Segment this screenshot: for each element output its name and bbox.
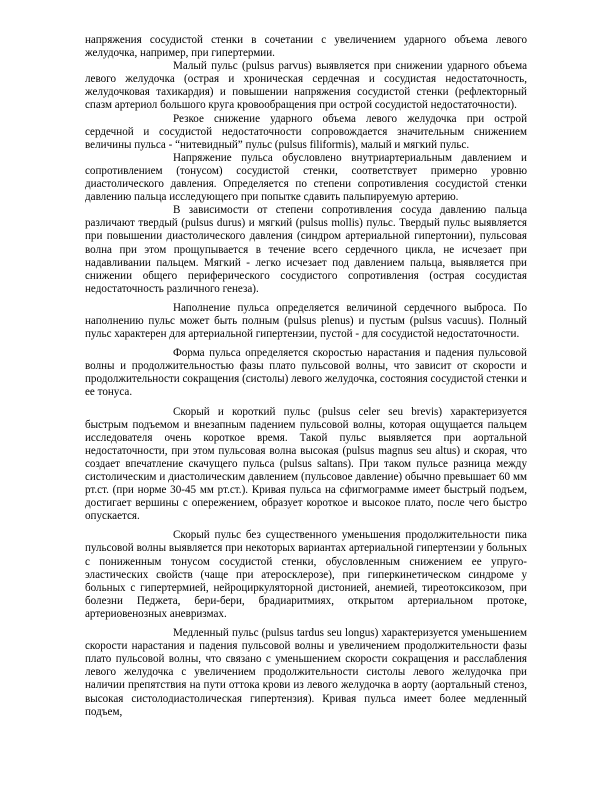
paragraph-hard-soft-pulse: В зависимости от степени сопротивления сосуда давлению пальца различают твердый (pulsus durus) и мягкий (pulsus mollis) пульс. Твердый пульс выявляется при повышении диастолического давления (синдром артериальной гипертонии), пульсовая волна при этом прощупывается в течение всего сердечного цикла, не исчезает при надавливании пальцем. Мягкий - легко исчезает под давлением пальца, выявляется при снижении общего периферического сосудистого сопротивления (острая сосудистая недостаточность различного генеза). [85,204,527,295]
paragraph-quick-pulse-variants: Скорый пульс без существенного уменьшения продолжительности пика пульсовой волны выявляется при некоторых вариантах артериальной гипертензии у больных с пониженным тонусом сосудистой стенки, обусловленным снижением ее упруго-эластических свойств (чаще при атеросклерозе), при гиперкинетическом синдроме у больных с гипертермией, нейроциркуляторной дистонией, анемией, тиреотоксикозом, при болезни Педжета, бери-бери, брадиаритмиях, открытом артериальном протоке, артериовенозных аневризмах. [85,529,527,620]
paragraph-slow-pulse: Медленный пульс (pulsus tardus seu longus) характеризуется уменьшением скорости нарастания и падения пульсовой волны и увеличением продолжительности фазы плато пульсовой волны, что связано с уменьшением скорости сокращения и расслабления левого желудочка с увеличением продолжительности систолы левого желудочка при наличии препятствия на пути оттока крови из левого желудочка в аорту (аортальный стеноз, высокая систолодиастолическая гипертензия). Кривая пульса имеет более медленный подъем, [85,627,527,718]
paragraph-thready-pulse: Резкое снижение ударного объема левого желудочка при острой сердечной и сосудистой недостаточности сопровождается значительным снижением величины пульса - “нитевидный” пульс (pulsus filiformis), малый и мягкий пульс. [85,112,527,151]
paragraph-quick-short-pulse: Скорый и короткий пульс (pulsus celer seu brevis) характеризуется быстрым подъемом и внезапным падением пульсовой волны, которая ощущается пальцем исследователя очень короткое время. Такой пульс выявляется при аортальной недостаточности, при этом пульсовая волна высокая (pulsus magnus seu altus) и скорая, что создает впечатление скачущего пульса (pulsus saltans). При таком пульсе разница между систолическим и диастолическим давлением (пульсовое давление) обычно превышает 60 мм рт.ст. (при норме 30-45 мм рт.ст.). Кривая пульса на сфигмограмме имеет быстрый подъем, достигает вершины с опережением, образует короткое и высокое плато, после чего быстро опускается. [85,405,527,523]
paragraph-pulse-form: Форма пульса определяется скоростью нарастания и падения пульсовой волны и продолжительностью фазы плато пульсовой волны, что зависит от скорости и продолжительности сокращения (систолы) левого желудочка, состояния сосудистой стенки и ее тонуса. [85,347,527,399]
paragraph-pulse-tension: Напряжение пульса обусловлено внутриартериальным давлением и сопротивлением (тонусом) сосудистой стенки, соответствует примерно уровню диастолического давления. Определяется по степени сопротивления сосудистой стенки давлению пальца исследующего при попытке сдавить пальпируемую артерию. [85,151,527,204]
paragraph-small-pulse: Малый пульс (pulsus parvus) выявляется при снижении ударного объема левого желудочка (острая и хроническая сердечная и сосудистая недостаточность, желудочковая тахикардия) и повышении напряжения сосудистой стенки (рефлекторный спазм артериол большого круга кровообращения при острой сосудистой недостаточности). [85,60,527,112]
document-page [85,34,527,719]
paragraph-pulse-filling: Наполнение пульса определяется величиной сердечного выброса. По наполнению пульс может быть полным (pulsus plenus) и пустым (pulsus vacuus). Полный пульс характерен для артериальной гипертензии, пустой - для сосудистой недостаточности. [85,301,527,341]
paragraph-continuation: напряжения сосудистой стенки в сочетании с увеличением ударного объема левого желудочка, например, при гипертермии. [85,34,527,60]
